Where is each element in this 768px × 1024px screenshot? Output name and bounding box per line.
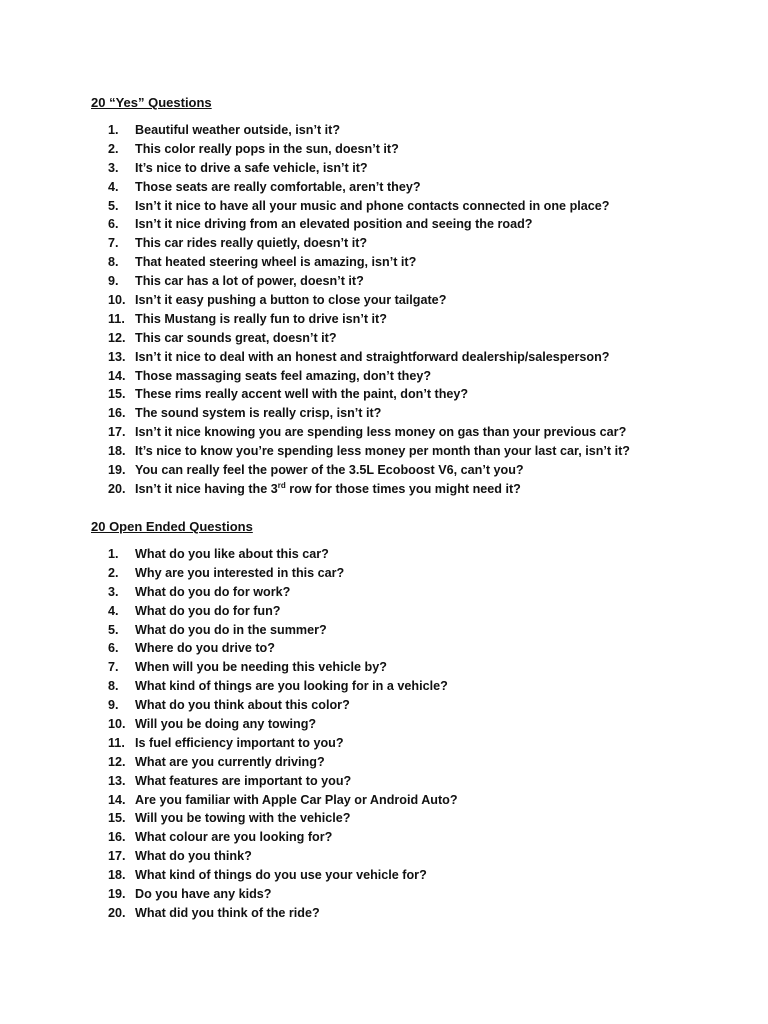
question-number: 20. [108, 905, 126, 920]
list-item [108, 772, 748, 791]
question-text: Those massaging seats feel amazing, don’t they? [135, 368, 432, 383]
list-item [108, 178, 748, 197]
list-item [108, 677, 748, 696]
question-number: 2. [108, 141, 119, 156]
question-text: What do you do in the summer? [135, 622, 327, 637]
list-item [108, 442, 748, 461]
question-text: You can really feel the power of the 3.5L Ecoboost V6, can’t you? [135, 463, 524, 478]
question-text: Is fuel efficiency important to you? [135, 735, 344, 750]
question-text: Will you be doing any towing? [135, 717, 317, 732]
list-item [108, 545, 748, 564]
question-text: Isn’t it easy pushing a button to close your tailgate? [135, 293, 447, 308]
question-number: 3. [108, 160, 119, 175]
question-text: Isn’t it nice to deal with an honest and straightforward dealership/salesperson? [135, 349, 610, 364]
list-item [108, 791, 748, 810]
question-text: What do you like about this car? [135, 547, 329, 561]
question-text: What do you think about this color? [135, 698, 350, 713]
question-text: This car has a lot of power, doesn’t it? [135, 274, 364, 289]
question-number: 1. [108, 547, 119, 561]
question-text: Are you familiar with Apple Car Play or Android Auto? [135, 792, 458, 807]
question-text: That heated steering wheel is amazing, isn’t it? [135, 255, 417, 270]
question-text: It’s nice to drive a safe vehicle, isn’t it? [135, 160, 368, 175]
question-number: 13. [108, 349, 126, 364]
list-item [108, 753, 748, 772]
question-text: What colour are you looking for? [135, 830, 333, 845]
list-item [108, 253, 748, 272]
question-number: 12. [108, 330, 126, 345]
question-number: 6. [108, 217, 119, 232]
list-item [108, 272, 748, 291]
list-item [108, 809, 748, 828]
list-item [108, 367, 748, 386]
question-number: 19. [108, 463, 126, 478]
list-item [108, 904, 748, 923]
question-text: Isn’t it nice to have all your music and phone contacts connected in one place? [135, 198, 610, 213]
question-number: 18. [108, 444, 126, 459]
question-number: 17. [108, 425, 126, 440]
question-text: What kind of things do you use your vehicle for? [135, 868, 427, 883]
question-number: 4. [108, 179, 119, 194]
list-item [108, 564, 748, 583]
question-number: 2. [108, 565, 119, 580]
question-number: 7. [108, 236, 119, 251]
question-number: 5. [108, 622, 119, 637]
question-text: It’s nice to know you’re spending less money per month than your last car, isn’t it? [135, 444, 630, 459]
question-number: 18. [108, 868, 126, 883]
list-item [108, 602, 748, 621]
list-item [108, 658, 748, 677]
list-item [108, 329, 748, 348]
list-item [108, 121, 748, 140]
question-text: Will you be towing with the vehicle? [135, 811, 351, 826]
list-item [108, 734, 748, 753]
question-text: What do you do for fun? [135, 603, 281, 618]
question-number: 13. [108, 773, 126, 788]
question-number: 14. [108, 792, 126, 807]
question-text: What kind of things are you looking for in a vehicle? [135, 679, 448, 694]
question-number: 6. [108, 641, 119, 656]
question-number: 10. [108, 293, 126, 308]
list-item [108, 197, 748, 216]
list-item [108, 234, 748, 253]
question-text: This Mustang is really fun to drive isn’t it? [135, 311, 387, 326]
question-number: 5. [108, 198, 119, 213]
question-text [135, 480, 521, 499]
list-item [108, 385, 748, 404]
open-ended-questions-heading: 20 Open Ended Questions [91, 519, 253, 534]
list-item [108, 423, 748, 442]
list-item [108, 159, 748, 178]
list-item [108, 583, 748, 602]
list-item [108, 696, 748, 715]
yes-questions-list [108, 121, 748, 499]
question-text: Why are you interested in this car? [135, 565, 345, 580]
question-text-part: Isn’t it nice having the 3 [135, 481, 278, 496]
question-text: What do you think? [135, 849, 252, 864]
list-item [108, 461, 748, 480]
question-text: What are you currently driving? [135, 754, 325, 769]
question-number: 17. [108, 849, 126, 864]
list-item [108, 639, 748, 658]
question-text: Do you have any kids? [135, 887, 272, 902]
question-number: 1. [108, 123, 119, 137]
list-item [108, 715, 748, 734]
list-item [108, 866, 748, 885]
question-number: 10. [108, 717, 126, 732]
question-text: This car sounds great, doesn’t it? [135, 330, 337, 345]
question-number: 12. [108, 754, 126, 769]
question-text: This color really pops in the sun, doesn’t it? [135, 141, 399, 156]
list-item [108, 404, 748, 423]
question-text-part: row for those times you might need it? [285, 481, 521, 496]
yes-questions-heading: 20 “Yes” Questions [91, 95, 212, 110]
question-number: 16. [108, 830, 126, 845]
list-item [108, 215, 748, 234]
question-text: This car rides really quietly, doesn’t it? [135, 236, 368, 251]
question-number: 9. [108, 698, 119, 713]
question-text: The sound system is really crisp, isn’t it? [135, 406, 382, 421]
question-number: 7. [108, 660, 119, 675]
question-text: When will you be needing this vehicle by? [135, 660, 387, 675]
list-item [108, 140, 748, 159]
question-text: What do you do for work? [135, 584, 291, 599]
question-text: These rims really accent well with the paint, don’t they? [135, 387, 469, 402]
list-item [108, 480, 748, 499]
question-number: 4. [108, 603, 119, 618]
list-item [108, 348, 748, 367]
question-number: 20. [108, 481, 126, 496]
question-number: 16. [108, 406, 126, 421]
question-number: 15. [108, 387, 126, 402]
question-text: What did you think of the ride? [135, 905, 320, 920]
question-text: Those seats are really comfortable, aren’t they? [135, 179, 421, 194]
question-number: 11. [108, 735, 125, 750]
question-number: 15. [108, 811, 126, 826]
list-item [108, 621, 748, 640]
list-item [108, 310, 748, 329]
question-text: Isn’t it nice driving from an elevated position and seeing the road? [135, 217, 533, 232]
list-item [108, 828, 748, 847]
question-number: 9. [108, 274, 119, 289]
question-text: Isn’t it nice knowing you are spending less money on gas than your previous car? [135, 425, 627, 440]
question-number: 19. [108, 887, 126, 902]
list-item [108, 847, 748, 866]
question-number: 3. [108, 584, 119, 599]
question-number: 14. [108, 368, 126, 383]
ordinal-superscript: rd [277, 480, 286, 490]
list-item [108, 885, 748, 904]
question-text: What features are important to you? [135, 773, 352, 788]
question-number: 8. [108, 255, 119, 270]
question-number: 8. [108, 679, 119, 694]
question-text: Beautiful weather outside, isn’t it? [135, 123, 341, 137]
list-item [108, 291, 748, 310]
open-ended-questions-list [108, 545, 748, 923]
question-number: 11. [108, 311, 125, 326]
question-text: Where do you drive to? [135, 641, 275, 656]
